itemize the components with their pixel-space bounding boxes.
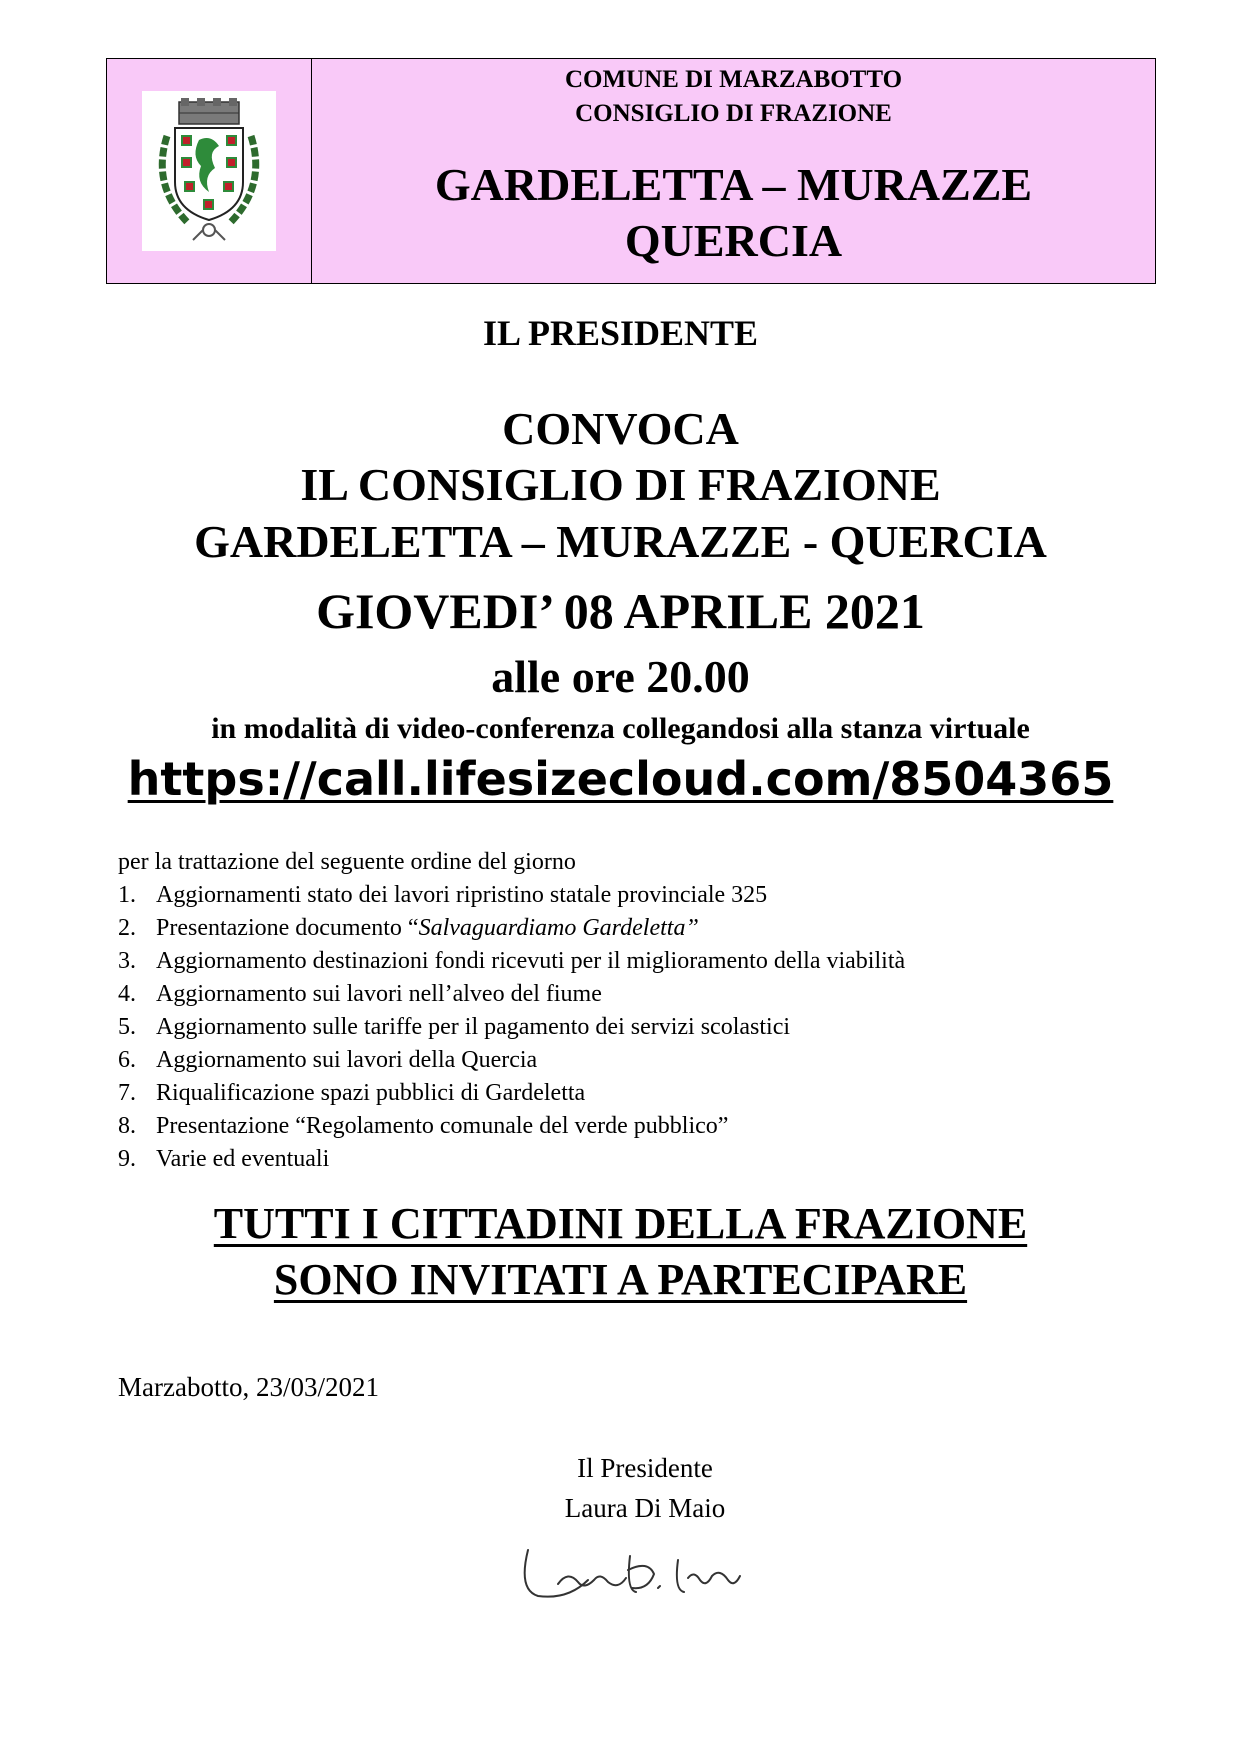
agenda-item-number: 7. — [118, 1080, 136, 1106]
meeting-mode: in modalità di video-conferenza collegandosi alla stanza virtuale — [211, 712, 1030, 745]
frazione-line: GARDELETTA – MURAZZE - QUERCIA — [194, 516, 1047, 567]
agenda-item-number: 8. — [118, 1113, 136, 1139]
consiglio-line: IL CONSIGLIO DI FRAZIONE — [300, 459, 941, 510]
agenda-item-text: Presentazione “Regolamento comunale del verde pubblico” — [156, 1113, 729, 1139]
agenda-item-text: Aggiornamento sui lavori della Quercia — [156, 1047, 538, 1073]
agenda-item-number: 5. — [118, 1014, 136, 1040]
agenda-item-text: Presentazione documento “ — [156, 915, 419, 941]
meeting-time: alle ore 20.00 — [491, 651, 750, 702]
agenda — [118, 846, 905, 1176]
agenda-item-text: Varie ed eventuali — [156, 1146, 330, 1172]
convoca-line: CONVOCA — [502, 403, 739, 454]
agenda-item-number: 3. — [118, 948, 136, 974]
presidente-heading: IL PRESIDENTE — [482, 313, 759, 353]
meeting-url-link[interactable]: https://call.lifesizecloud.com/8504365 — [127, 752, 1114, 806]
agenda-item-number: 9. — [118, 1146, 136, 1172]
agenda-item — [118, 1143, 905, 1176]
agenda-item-text: Riqualificazione spazi pubblici di Gardeletta — [156, 1080, 586, 1106]
agenda-item — [118, 912, 905, 945]
consiglio-name: CONSIGLIO DI FRAZIONE — [575, 100, 892, 127]
crest-cell — [107, 59, 312, 283]
agenda-item — [118, 1011, 905, 1044]
meeting-date: GIOVEDI’ 08 APRILE 2021 — [316, 583, 925, 639]
agenda-item-text: Aggiornamenti stato dei lavori ripristino statale provinciale 325 — [156, 882, 768, 908]
agenda-item — [118, 1110, 905, 1143]
agenda-item — [118, 879, 905, 912]
header-box — [106, 58, 1156, 284]
agenda-item-number: 6. — [118, 1047, 136, 1073]
agenda-item — [118, 1044, 905, 1077]
agenda-item — [118, 1077, 905, 1110]
frazione-title-line2: QUERCIA — [624, 215, 843, 266]
agenda-item-number: 1. — [118, 882, 136, 908]
place-date: Marzabotto, 23/03/2021 — [118, 1372, 379, 1402]
coat-of-arms — [142, 91, 276, 251]
signature-role: Il Presidente — [577, 1453, 713, 1483]
agenda-item-italic: Salvaguardiamo Gardeletta” — [418, 915, 699, 941]
agenda-item-number: 2. — [118, 915, 136, 941]
coat-of-arms-icon — [149, 96, 269, 246]
comune-name: COMUNE DI MARZABOTTO — [564, 66, 903, 93]
agenda-item — [118, 978, 905, 1011]
agenda-item-text: Aggiornamento sulle tariffe per il pagamento dei servizi scolastici — [156, 1014, 791, 1040]
invitation-line2: SONO INVITATI A PARTECIPARE — [273, 1255, 968, 1304]
header-text — [312, 59, 1155, 283]
agenda-list — [118, 879, 905, 1176]
signature-block — [510, 1448, 780, 1528]
handwritten-signature — [508, 1530, 748, 1610]
agenda-item — [118, 945, 905, 978]
invitation-line1: TUTTI I CITTADINI DELLA FRAZIONE — [213, 1199, 1028, 1248]
agenda-item-text: Aggiornamento sui lavori nell’alveo del fiume — [156, 981, 602, 1007]
agenda-intro: per la trattazione del seguente ordine del giorno — [118, 849, 576, 875]
frazione-title-line1: GARDELETTA – MURAZZE — [434, 159, 1033, 210]
agenda-item-text: Aggiornamento destinazioni fondi ricevuti per il miglioramento della viabilità — [156, 948, 906, 974]
agenda-item-number: 4. — [118, 981, 136, 1007]
signature-name: Laura Di Maio — [564, 1493, 726, 1523]
